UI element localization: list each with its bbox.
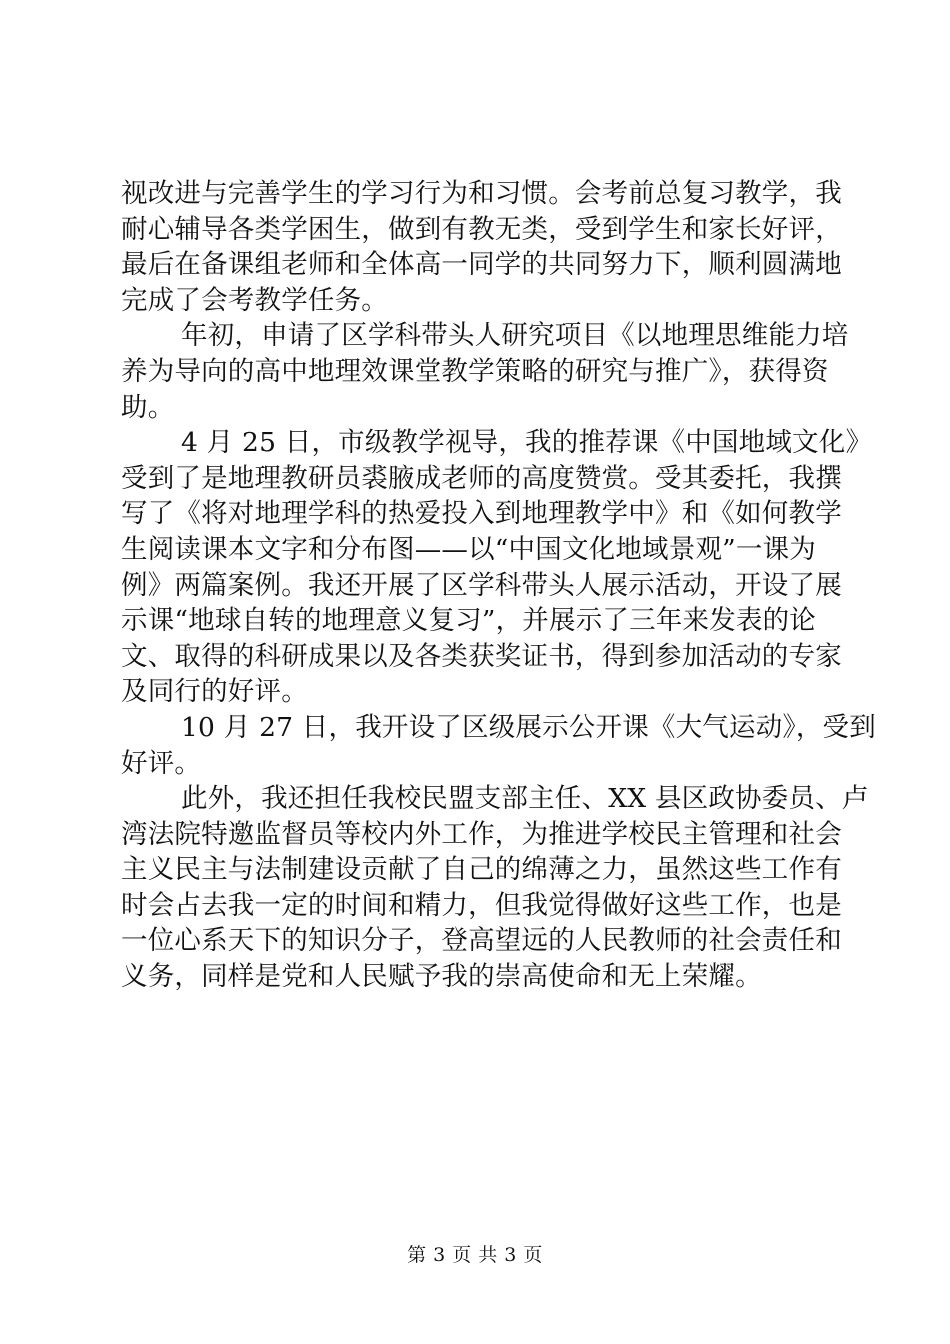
text-line: 4 月 25 日，市级教学视导，我的推荐课《中国地域文化》 bbox=[181, 427, 873, 459]
text-line: 受到了是地理教研员裘腋成老师的高度赞赏。受其委托，我撰 bbox=[121, 462, 842, 494]
text-line: 耐心辅导各类学困生，做到有教无类，受到学生和家长好评， bbox=[121, 213, 842, 245]
text-line: 写了《将对地理学科的热爱投入到地理教学中》和《如何教学 bbox=[121, 498, 842, 530]
text-line: 完成了会考教学任务。 bbox=[121, 284, 388, 316]
text-line: 及同行的好评。 bbox=[121, 676, 308, 708]
text-line: 文、取得的科研成果以及各类获奖证书，得到参加活动的专家 bbox=[121, 640, 842, 672]
text-line: 最后在备课组老师和全体高一同学的共同努力下，顺利圆满地 bbox=[121, 249, 842, 281]
text-line: 一位心系天下的知识分子，登高望远的人民教师的社会责任和 bbox=[121, 925, 842, 957]
text-line: 助。 bbox=[121, 391, 175, 423]
text-line: 年初，申请了区学科带头人研究项目《以地理思维能力培 bbox=[181, 320, 849, 352]
text-line: 时会占去我一定的时间和精力，但我觉得做好这些工作，也是 bbox=[121, 889, 842, 921]
page-number-footer: 第 3 页 共 3 页 bbox=[407, 1244, 543, 1266]
text-line: 主义民主与法制建设贡献了自己的绵薄之力，虽然这些工作有 bbox=[121, 854, 842, 886]
text-line: 好评。 bbox=[121, 747, 202, 779]
document-body bbox=[121, 176, 876, 995]
text-line: 示课“地球自转的地理意义复习”，并展示了三年来发表的论 bbox=[121, 605, 816, 637]
text-line: 视改进与完善学生的学习行为和习惯。会考前总复习教学，我 bbox=[121, 178, 842, 209]
text-line: 10 月 27 日，我开设了区级展示公开课《大气运动》，受到 bbox=[181, 711, 876, 743]
text-line: 此外，我还担任我校民盟支部主任、XX 县区政协委员、卢 bbox=[181, 783, 869, 815]
text-line: 例》两篇案例。我还开展了区学科带头人展示活动，开设了展 bbox=[121, 569, 842, 601]
text-line: 义务，同样是党和人民赋予我的崇高使命和无上荣耀。 bbox=[121, 961, 762, 993]
text-line: 湾法院特邀监督员等校内外工作，为推进学校民主管理和社会 bbox=[121, 818, 842, 850]
text-line: 生阅读课本文字和分布图——以“中国文化地域景观”一课为 bbox=[121, 533, 816, 565]
text-line: 养为导向的高中地理效课堂教学策略的研究与推广》，获得资 bbox=[121, 355, 829, 387]
